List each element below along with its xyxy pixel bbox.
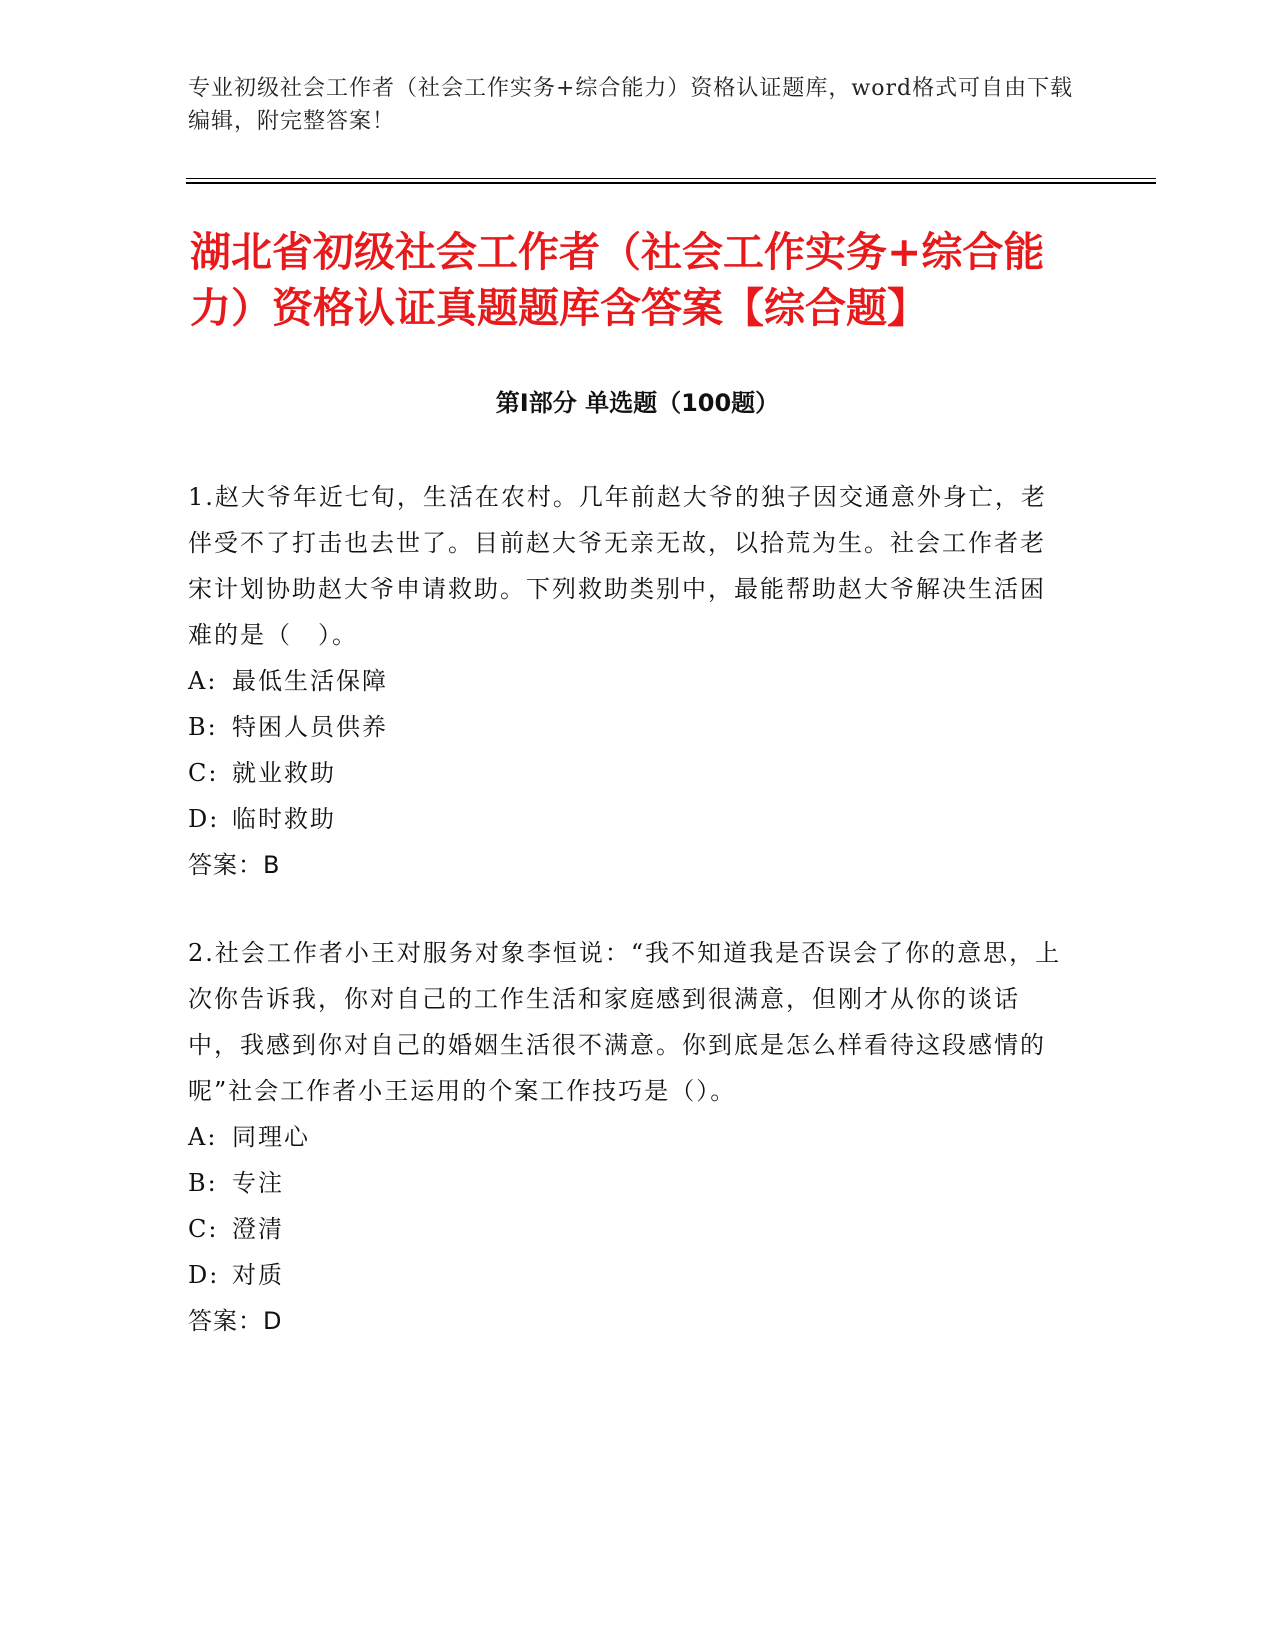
answer-line: 答案：D <box>188 1307 283 1335</box>
option-c <box>188 1206 1068 1252</box>
header-divider-thin <box>186 178 1156 179</box>
option-letter: D: <box>188 805 220 833</box>
option-d <box>188 796 1068 842</box>
option-letter: B: <box>188 1169 218 1197</box>
option-a <box>188 1114 1068 1160</box>
question-stem: 2.社会工作者小王对服务对象李恒说：“我不知道我是否误会了你的意思，上次你告诉我，你对自己的工作生活和家庭感到很满意，但刚才从你的谈话中，我感到你对自己的婚姻生活很不满意。你到底是怎么样看待这段感情的呢”社会工作者小王运用的个案工作技巧是（）。 <box>188 939 1062 1105</box>
option-text: 特困人员供养 <box>232 713 388 741</box>
option-d <box>188 1252 1068 1298</box>
option-text: 就业救助 <box>232 759 336 787</box>
option-a <box>188 658 1068 704</box>
question-stem: 1.赵大爷年近七旬，生活在农村。几年前赵大爷的独子因交通意外身亡，老伴受不了打击也去世了。目前赵大爷无亲无故，以拾荒为生。社会工作者老宋计划协助赵大爷申请救助。下列救助类别中，最能帮助赵大爷解决生活困难的是（ ）。 <box>188 483 1047 649</box>
option-c <box>188 750 1068 796</box>
question-1 <box>188 474 1068 888</box>
document-title: 湖北省初级社会工作者（社会工作实务+综合能力）资格认证真题题库含答案【综合题】 <box>190 228 1045 332</box>
question-2 <box>188 930 1068 1344</box>
option-text: 临时救助 <box>232 805 336 833</box>
option-letter: D: <box>188 1261 220 1289</box>
option-text: 同理心 <box>232 1123 310 1151</box>
option-letter: A: <box>188 1123 218 1151</box>
option-text: 最低生活保障 <box>232 667 388 695</box>
option-text: 对质 <box>232 1261 284 1289</box>
answer-line: 答案：B <box>188 851 281 879</box>
option-b <box>188 1160 1068 1206</box>
option-b <box>188 704 1068 750</box>
option-text: 澄清 <box>232 1215 284 1243</box>
header-divider-thick <box>186 182 1156 184</box>
option-text: 专注 <box>232 1169 284 1197</box>
option-letter: C: <box>188 1215 219 1243</box>
header-note: 专业初级社会工作者（社会工作实务+综合能力）资格认证题库，word格式可自由下载编辑，附完整答案！ <box>188 76 1074 134</box>
option-letter: C: <box>188 759 219 787</box>
section-title: 第Ⅰ部分 单选题（100题） <box>495 389 780 417</box>
option-letter: A: <box>188 667 218 695</box>
option-letter: B: <box>188 713 218 741</box>
